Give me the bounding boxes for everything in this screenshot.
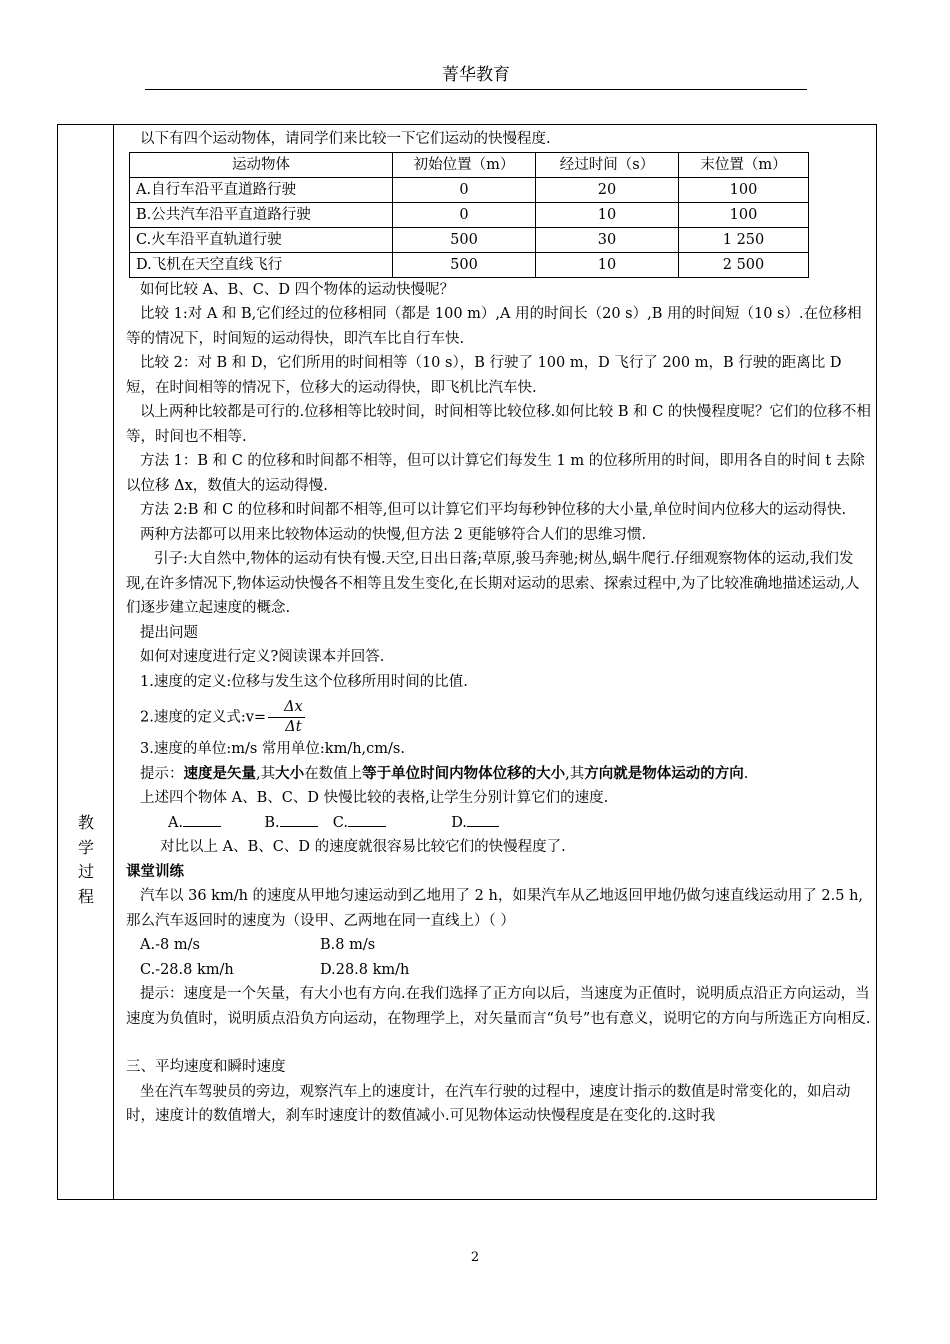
- training-question: 汽车以 36 km/h 的速度从甲地匀速运动到乙地用了 2 h，如果汽车从乙地返回甲地仍做匀速直线运动用了 2.5 h,那么汽车返回时的速度为（设甲、乙两地在同一直线上）（ ）: [126, 888, 864, 929]
- lesson-content: [126, 127, 872, 1129]
- table-cell: 0: [393, 202, 536, 227]
- table-header-row: [130, 152, 809, 177]
- comparison-2: 比较 2：对 B 和 D，它们所用的时间相等（10 s），B 行驶了 100 m，D 飞行了 200 m，B 行驶的距离比 D 短，在时间相等的情况下，位移大的运动得快，即飞机比汽车快.: [126, 355, 842, 396]
- table-header-cell: 末位置（m）: [679, 152, 809, 177]
- table-cell: 500: [393, 252, 536, 277]
- table-cell: 10: [536, 252, 679, 277]
- training-options-row-1: [126, 933, 872, 958]
- intro-text: 以下有四个运动物体，请同学们来比较一下它们运动的快慢程度.: [140, 131, 551, 147]
- hint-bold-equal: 等于单位时间内物体位移的大小: [362, 764, 566, 782]
- table-header-cell: 运动物体: [130, 152, 393, 177]
- page-header: 菁华教育: [145, 62, 807, 90]
- table-row: [130, 227, 809, 252]
- table-cell: A.自行车沿平直道路行驶: [130, 177, 393, 202]
- section-3-paragraph: 坐在汽车驾驶员的旁边，观察汽车上的速度计，在汽车行驶的过程中，速度计指示的数值是时常变化的，如启动时，速度计的数值增大，刹车时速度计的数值减小.可见物体运动快慢程度是在变化的.这时我: [126, 1083, 851, 1124]
- blank-b[interactable]: [280, 812, 318, 827]
- table-row: [130, 177, 809, 202]
- training-title-text: 课堂训练: [126, 862, 184, 880]
- table-cell: B.公共汽车沿平直道路行驶: [130, 202, 393, 227]
- motion-table: [129, 152, 809, 278]
- table-cell: 500: [393, 227, 536, 252]
- table-cell: 2 500: [679, 252, 809, 277]
- table-row: [130, 252, 809, 277]
- comparison-summary: 以上两种比较都是可行的.位移相等比较时间，时间相等比较位移.如何比较 B 和 C 的快慢程度呢？它们的位移不相等，时间也不相等.: [126, 404, 871, 445]
- compare-conclusion: 对比以上 A、B、C、D 的速度就很容易比较它们的快慢程度了.: [160, 839, 566, 855]
- stage-label: [58, 811, 114, 909]
- hint-prefix: 提示：: [140, 765, 184, 782]
- table-cell: 20: [536, 177, 679, 202]
- hint-text: .: [743, 765, 749, 782]
- intro-paragraph: 引子:大自然中,物体的运动有快有慢.天空,日出日落;草原,骏马奔驰;树丛,蜗牛爬行.仔细观察物体的运动,我们发现,在许多情况下,物体运动快慢各不相等且发生变化,在长期对运动的思索、探索过程中,为了比较准确地描述运动,人们逐步建立起速度的概念.: [126, 551, 860, 616]
- calc-instruction: 上述四个物体 A、B、C、D 快慢比较的表格,让学生分别计算它们的速度.: [140, 790, 609, 806]
- question-text: 如何比较 A、B、C、D 四个物体的运动快慢呢？: [140, 281, 455, 298]
- how-question: 如何对速度进行定义?阅读课本并回答.: [140, 649, 385, 665]
- method-1: 方法 1：B 和 C 的位移和时间都不相等，但可以计算它们每发生 1 m 的位移所用的时间，即用各自的时间 t 去除以位移 Δx，数值大的运动得慢.: [126, 453, 865, 494]
- hint-bold-vector: 速度是矢量: [183, 764, 256, 782]
- speed-fraction: [268, 698, 305, 737]
- training-hint: 提示：速度是一个矢量，有大小也有方向.在我们选择了正方向以后，当速度为正值时，说明质点沿正方向运动，当速度为负值时，说明质点沿负方向运动，在物理学上，对矢量而言“负号”也有意义，说明它的方向与所选正方向相反.: [126, 986, 871, 1027]
- blank-label-a: A.: [168, 814, 184, 831]
- table-row: [130, 202, 809, 227]
- fraction-denominator: Δt: [285, 719, 302, 735]
- spacer: [126, 1031, 872, 1055]
- stage-label-char: 程: [77, 886, 94, 906]
- table-cell: C.火车沿平直轨道行驶: [130, 227, 393, 252]
- hint-text: ,其: [256, 765, 276, 782]
- table-cell: D.飞机在天空直线飞行: [130, 252, 393, 277]
- training-options-row-2: [126, 958, 872, 983]
- comparison-1: 比较 1:对 A 和 B,它们经过的位移相同（都是 100 m）,A 用的时间长（20 s）,B 用的时间短（10 s）.在位移相等的情况下，时间短的运动得快，即汽车比自行车快.: [126, 306, 862, 347]
- hint-paragraph: [126, 762, 872, 787]
- table-cell: 100: [679, 202, 809, 227]
- table-cell: 10: [536, 202, 679, 227]
- training-title: [126, 860, 872, 885]
- table-cell: 1 250: [679, 227, 809, 252]
- definition-3: 3.速度的单位:m/s 常用单位:km/h,cm/s.: [140, 741, 405, 757]
- blank-d[interactable]: [467, 812, 499, 827]
- section-3-title: 三、平均速度和瞬时速度: [126, 1059, 286, 1075]
- table-cell: 30: [536, 227, 679, 252]
- lesson-table: [57, 124, 877, 1200]
- table-header-cell: 经过时间（s）: [536, 152, 679, 177]
- method-2: 方法 2:B 和 C 的位移和时间都不相等,但可以计算它们平均每秒钟位移的大小量,单位时间内位移大的运动得快.: [140, 502, 847, 518]
- option-d: D.28.8 km/h: [320, 961, 410, 978]
- definition-1: 1.速度的定义:位移与发生这个位移所用时间的比值.: [140, 673, 468, 690]
- table-header-cell: 初始位置（m）: [393, 152, 536, 177]
- option-a: A.-8 m/s: [140, 937, 200, 953]
- option-b: B.8 m/s: [320, 937, 376, 953]
- hint-text: 在数值上: [304, 765, 363, 782]
- definition-2-label: 2.速度的定义式:v=: [140, 709, 267, 726]
- methods-conclusion: 两种方法都可以用来比较物体运动的快慢,但方法 2 更能够符合人们的思维习惯.: [140, 526, 647, 543]
- blank-a[interactable]: [183, 812, 221, 827]
- raise-question: 提出问题: [140, 624, 198, 641]
- fraction-numerator: Δx: [268, 698, 305, 718]
- blank-label-b: B.: [264, 814, 280, 831]
- blank-label-c: C.: [332, 814, 348, 831]
- table-cell: 100: [679, 177, 809, 202]
- hint-text: ,其: [565, 765, 585, 782]
- answer-blanks: [126, 811, 872, 836]
- stage-label-char: 教: [77, 813, 94, 832]
- stage-label-char: 过: [77, 862, 94, 881]
- hint-bold-direction: 方向就是物体运动的方向: [584, 764, 744, 782]
- hint-bold-magnitude: 大小: [275, 764, 305, 782]
- stage-label-char: 学: [77, 837, 94, 857]
- blank-label-d: D.: [451, 814, 467, 831]
- definition-2: [126, 698, 872, 737]
- table-cell: 0: [393, 177, 536, 202]
- page-number: 2: [470, 1250, 480, 1265]
- option-c: C.-28.8 km/h: [140, 961, 234, 978]
- stage-column: [58, 125, 114, 1199]
- blank-c[interactable]: [348, 812, 386, 827]
